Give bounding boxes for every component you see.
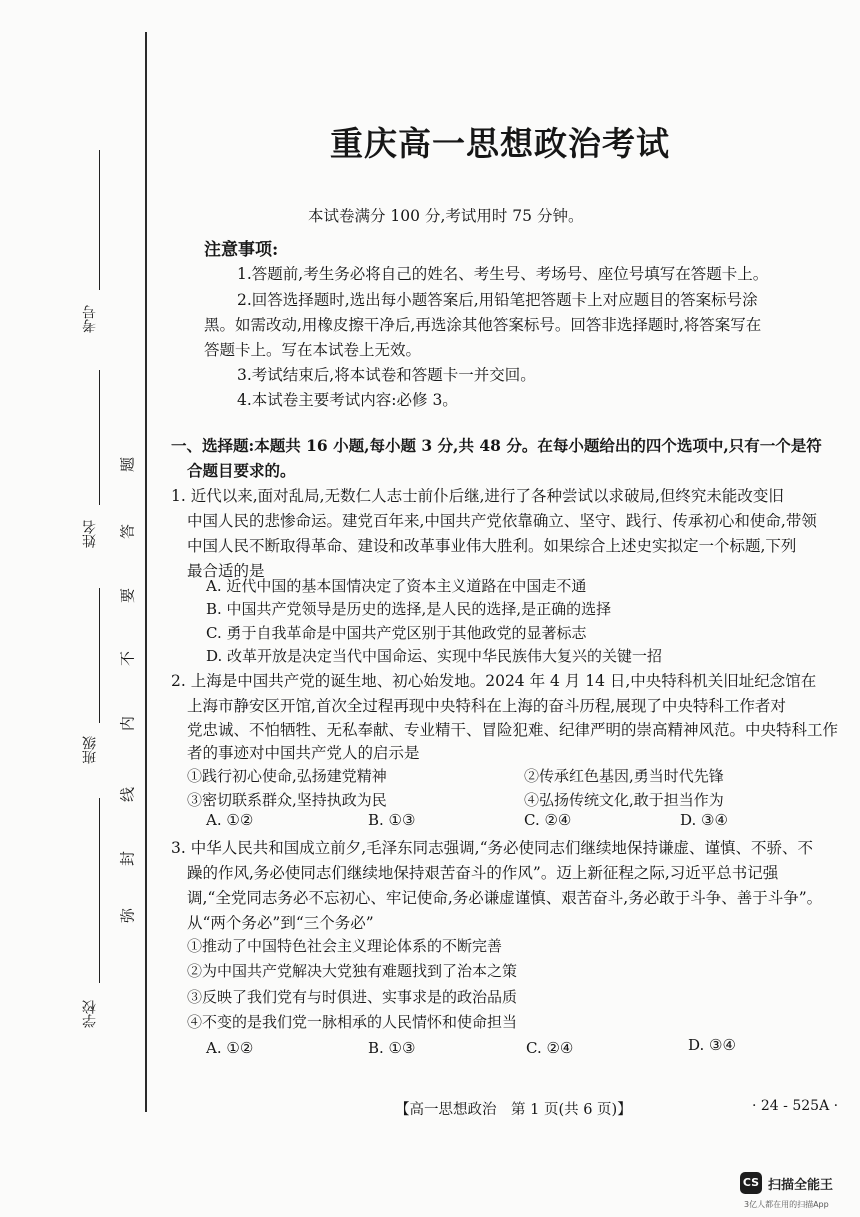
notice-heading: 注意事项: xyxy=(204,240,279,260)
binding-border-line xyxy=(145,32,147,1112)
question-stem-line: 躁的作风,务必使同志们继续地保持艰苦奋斗的作风”。迈上新征程之际,习近平总书记强 xyxy=(187,864,779,882)
notice-line: 黑。如需改动,用橡皮擦干净后,再选涂其他答案标号。回答非选择题时,将答案写在 xyxy=(204,316,762,334)
question-stem-line: 党忠诚、不怕牺牲、无私奉献、专业精干、冒险犯难、纪律严明的崇高精神风范。中央特科工作 xyxy=(187,721,839,739)
seal-char: 题 xyxy=(118,457,137,473)
school-label: 学校 xyxy=(82,1000,98,1028)
question-stem-line: 从“两个务必”到“三个务必” xyxy=(187,914,374,932)
notice-line: 4.本试卷主要考试内容:必修 3。 xyxy=(237,391,458,409)
answer-option: D. ③④ xyxy=(680,811,728,829)
notice-line: 3.考试结束后,将本试卷和答题卡一并交回。 xyxy=(237,366,536,384)
question-stem-line: 中国人民的悲惨命运。建党百年来,中国共产党依靠确立、坚守、践行、传承初心和使命,带领 xyxy=(187,512,817,530)
answer-option: D. ③④ xyxy=(688,1036,736,1054)
seal-char: 答 xyxy=(118,524,137,540)
statement-item: ②传承红色基因,勇当时代先锋 xyxy=(524,767,724,785)
notice-line: 答题卡上。写在本试卷上无效。 xyxy=(204,341,422,359)
question-stem-line: 1. 近代以来,面对乱局,无数仁人志士前仆后继,进行了各种尝试以求破局,但终究未能改变旧 xyxy=(171,487,784,505)
answer-option: A. 近代中国的基本国情决定了资本主义道路在中国走不通 xyxy=(206,577,587,595)
name-label: 姓名 xyxy=(82,520,98,548)
paper-code: · 24 - 525A · xyxy=(752,1098,839,1114)
watermark-tagline: 3亿人都在用的扫描App xyxy=(744,1200,829,1209)
answer-option: B. ①③ xyxy=(368,1039,416,1057)
answer-option: D. 改革开放是决定当代中国命运、实现中华民族伟大复兴的关键一招 xyxy=(206,647,663,665)
answer-option: C. ②④ xyxy=(526,1039,574,1057)
question-stem-line: 上海市静安区开馆,首次全过程再现中央特科在上海的奋斗历程,展现了中央特科工作者对 xyxy=(187,697,786,715)
question-stem-line: 最合适的是 xyxy=(187,562,265,580)
section-heading: 一、选择题:本题共 16 小题,每小题 3 分,共 48 分。在每小题给出的四个选项中,只有一个是符 xyxy=(171,436,822,455)
seal-char: 封 xyxy=(118,851,137,867)
camscanner-logo-icon: CS xyxy=(740,1172,762,1194)
class-field[interactable] xyxy=(99,588,100,723)
question-stem-line: 者的事迹对中国共产党人的启示是 xyxy=(187,744,420,762)
page-footer: 【高一思想政治 第 1 页(共 6 页)】 xyxy=(395,1102,632,1118)
class-label: 班级 xyxy=(82,736,98,764)
notice-line: 2.回答选择题时,选出每小题答案后,用铅笔把答题卡上对应题目的答案标号涂 xyxy=(237,291,758,309)
answer-option: A. ①② xyxy=(206,1039,254,1057)
statement-item: ④不变的是我们党一脉相承的人民情怀和使命担当 xyxy=(187,1013,518,1031)
statement-item: ①践行初心使命,弘扬建党精神 xyxy=(187,767,387,785)
statement-item: ①推动了中国特色社会主义理论体系的不断完善 xyxy=(187,937,503,955)
statement-item: ②为中国共产党解决大党独有难题找到了治本之策 xyxy=(187,962,518,980)
exam-no-field[interactable] xyxy=(99,150,100,290)
question-stem-line: 调,“全党同志务必不忘初心、牢记使命,务必谦虚谨慎、艰苦奋斗,务必敢于斗争、善于斗争”。 xyxy=(187,889,823,907)
seal-char: 线 xyxy=(118,787,137,803)
name-field[interactable] xyxy=(99,370,100,505)
seal-char: 内 xyxy=(118,716,137,732)
seal-char: 弥 xyxy=(118,908,137,924)
answer-option: B. ①③ xyxy=(368,811,416,829)
question-stem-line: 3. 中华人民共和国成立前夕,毛泽东同志强调,“务必使同志们继续地保持谦虚、谨慎、不骄、不 xyxy=(171,839,813,857)
section-heading-cont: 合题目要求的。 xyxy=(187,461,296,480)
statement-item: ④弘扬传统文化,敢于担当作为 xyxy=(524,791,724,809)
exam-no-label: 考号 xyxy=(82,305,98,333)
statement-item: ③反映了我们党有与时俱进、实事求是的政治品质 xyxy=(187,988,518,1006)
answer-option: B. 中国共产党领导是历史的选择,是人民的选择,是正确的选择 xyxy=(206,600,612,618)
statement-item: ③密切联系群众,坚持执政为民 xyxy=(187,791,387,809)
exam-info: 本试卷满分 100 分,考试用时 75 分钟。 xyxy=(308,207,584,225)
question-stem-line: 中国人民不断取得革命、建设和改革事业伟大胜利。如果综合上述史实拟定一个标题,下列 xyxy=(187,537,797,555)
seal-char: 不 xyxy=(118,651,137,667)
watermark-name: 扫描全能王 xyxy=(768,1178,834,1193)
question-stem-line: 2. 上海是中国共产党的诞生地、初心始发地。2024 年 4 月 14 日,中央特科机关旧址纪念馆在 xyxy=(171,672,817,690)
school-field[interactable] xyxy=(99,798,100,983)
seal-char: 要 xyxy=(118,588,137,604)
answer-option: A. ①② xyxy=(206,811,254,829)
page-title: 重庆高一思想政治考试 xyxy=(330,124,670,163)
notice-line: 1.答题前,考生务必将自己的姓名、考生号、考场号、座位号填写在答题卡上。 xyxy=(237,265,769,283)
answer-option: C. 勇于自我革命是中国共产党区别于其他政党的显著标志 xyxy=(206,624,587,642)
answer-option: C. ②④ xyxy=(524,811,572,829)
